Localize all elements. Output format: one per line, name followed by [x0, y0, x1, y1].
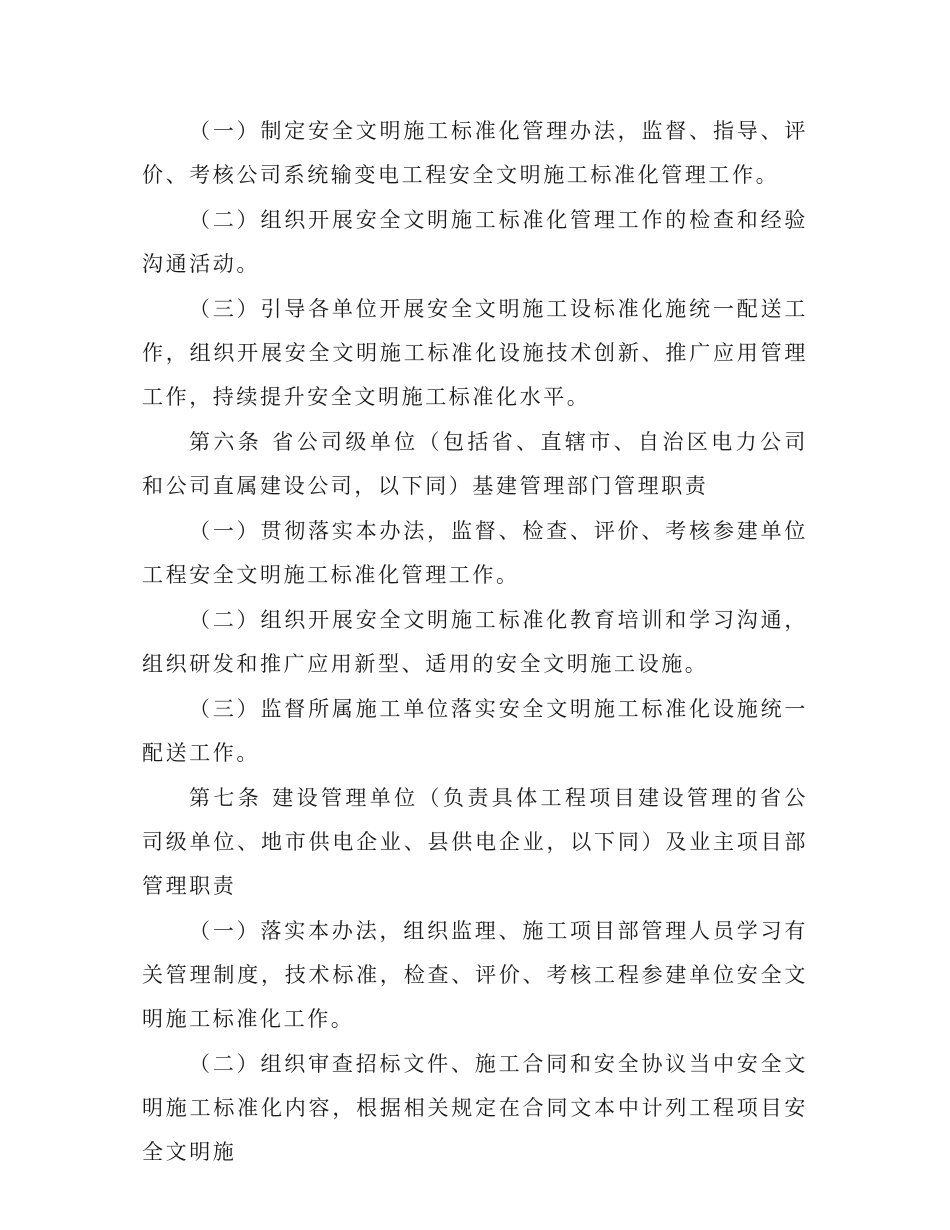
article-6-heading: 第六条 省公司级单位（包括省、直辖市、自治区电力公司和公司直属建设公司，以下同）基建管理部门管理职责 — [142, 430, 808, 498]
article-7-heading: 第七条 建设管理单位（负责具体工程项目建设管理的省公司级单位、地市供电企业、县供电企业，以下同）及业主项目部管理职责 — [142, 786, 808, 898]
paragraph-5: （一）贯彻落实本办法，监督、检查、评价、考核参建单位工程安全文明施工标准化管理工作。 — [142, 519, 808, 587]
paragraph-6: （二）组织开展安全文明施工标准化教育培训和学习沟通，组织研发和推广应用新型、适用的安全文明施工设施。 — [142, 608, 808, 676]
paragraph-1: （一）制定安全文明施工标准化管理办法，监督、指导、评价、考核公司系统输变电工程安全文明施工标准化管理工作。 — [142, 119, 808, 187]
paragraph-3: （三）引导各单位开展安全文明施工设标准化施统一配送工作，组织开展安全文明施工标准化设施技术创新、推广应用管理工作，持续提升安全文明施工标准化水平。 — [142, 297, 808, 409]
paragraph-7: （三）监督所属施工单位落实安全文明施工标准化设施统一配送工作。 — [142, 697, 808, 765]
paragraph-10: （二）组织审查招标文件、施工合同和安全协议当中安全文明施工标准化内容，根据相关规定在合同文本中计列工程项目安全文明施 — [142, 1052, 808, 1164]
document-body — [142, 109, 808, 1175]
paragraph-2: （二）组织开展安全文明施工标准化管理工作的检查和经验沟通活动。 — [142, 208, 808, 276]
paragraph-9: （一）落实本办法，组织监理、施工项目部管理人员学习有关管理制度，技术标准，检查、评价、考核工程参建单位安全文明施工标准化工作。 — [142, 919, 808, 1031]
